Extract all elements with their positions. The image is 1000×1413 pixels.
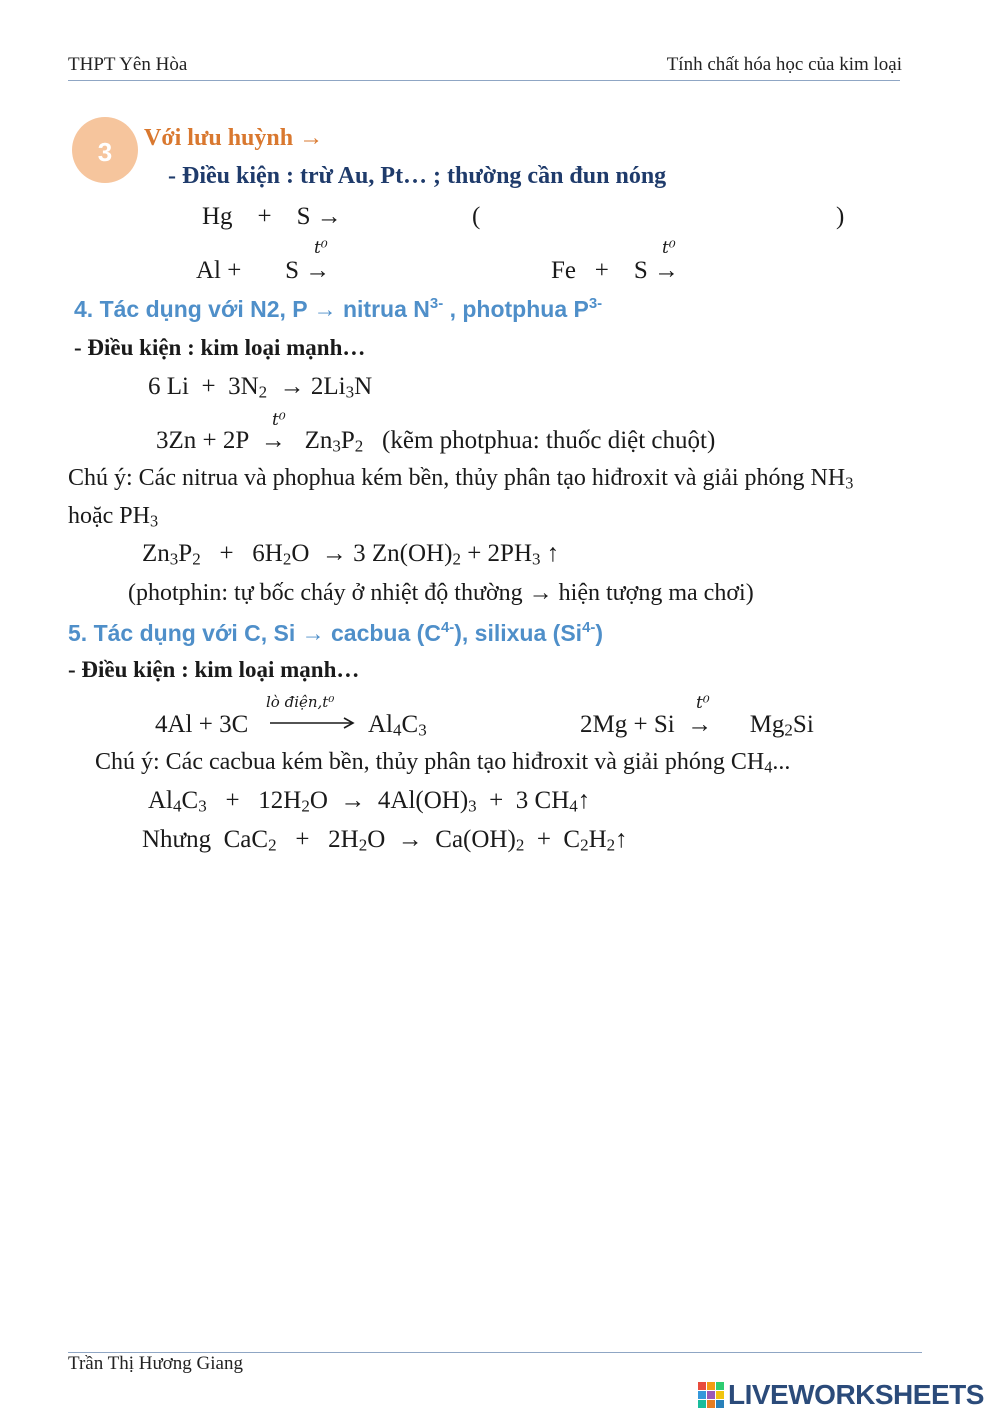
eq-sub: 2: [268, 835, 277, 855]
equation-al-s-lhs: Al + S: [196, 257, 300, 284]
header-right: Tính chất hóa học của kim loại: [666, 54, 902, 75]
eq-part: Si: [792, 711, 814, 738]
eq-sub: 3: [169, 549, 179, 569]
eq-part: ↑: [615, 826, 628, 853]
eq-part: ↑: [540, 540, 560, 567]
eq-part: Zn: [142, 540, 170, 567]
eq-part: O → 3 Zn(OH): [291, 540, 453, 567]
eq-part: C: [401, 711, 419, 738]
eq-part: Nhưng CaC: [142, 826, 269, 853]
eq-part: + 12H: [206, 787, 302, 814]
section4-condition: - Điều kiện : kim loại mạnh…: [74, 335, 366, 360]
eq-part: N: [354, 373, 373, 400]
eq-sub: 2: [606, 835, 616, 855]
header-rule: [68, 80, 900, 81]
eq-sub: 2: [580, 835, 589, 855]
eq-part: Al: [148, 787, 173, 814]
note-sub: 3: [149, 511, 159, 531]
header-left: THPT Yên Hòa: [68, 54, 188, 75]
eq-part: ↑: [577, 787, 591, 814]
eq-part: P: [340, 427, 355, 454]
eq-sub: 2: [192, 549, 201, 569]
liveworksheets-grid-icon: [698, 1382, 724, 1408]
section-number-badge: 3: [72, 117, 138, 183]
liveworksheets-brand: LIVEWORKSHEETS: [728, 1379, 984, 1410]
eq-sub: 4: [393, 720, 402, 740]
condition-electric-furnace: lò điện,t⁰: [266, 693, 335, 711]
eq-part: + 6H: [200, 540, 283, 567]
eq-sub: 2: [452, 549, 461, 569]
eq-part: 6 Li + 3N: [148, 373, 259, 400]
section4-title-sup1: 3-: [429, 295, 444, 313]
condition-heat-zn: t⁰: [272, 410, 286, 430]
eq-part: Mg: [749, 711, 785, 738]
section4-title-a: 4. Tác dụng với N2, P → nitrua N: [74, 296, 430, 322]
eq-sub: 3: [468, 796, 477, 816]
eq-part: Zn: [304, 427, 333, 454]
footer-author: Trần Thị Hương Giang: [68, 1353, 243, 1374]
eq-sub: 4: [569, 796, 578, 816]
equation-li-n2: [148, 373, 372, 401]
eq-part: 3Zn + 2P: [156, 427, 249, 454]
eq-sub: 2: [358, 835, 368, 855]
equation-al-c-lhs: 4Al + 3C: [155, 711, 249, 738]
eq-sub: 3: [198, 796, 207, 816]
title-sup: 4-: [582, 619, 596, 637]
equation-zn-p: $3Zn + 2P \to Zn_3P_2$ (kẽm photphua: thuốc diệt chuột): [156, 427, 716, 456]
equation-al-c-product: [368, 711, 427, 739]
equation-al4c3-h2o: [148, 787, 590, 815]
note-text: ...: [772, 749, 791, 775]
equation-cac2-h2o: [142, 826, 628, 854]
eq-part: H: [588, 826, 607, 853]
condition-heat-fe: t⁰: [662, 238, 676, 258]
answer-blank-hg-s[interactable]: [490, 206, 830, 236]
long-arrow-icon: [270, 716, 356, 730]
eq-sub: 3: [332, 436, 341, 456]
equation-zn3p2-h2o: [142, 540, 559, 568]
zinc-phosphide-note: (kẽm photphua: thuốc diệt chuột): [382, 427, 716, 454]
answer-blank-fe-s[interactable]: [694, 258, 894, 288]
title-part: 5. Tác dụng với C, Si → cacbua (C: [68, 620, 441, 646]
condition-heat-al: t⁰: [314, 238, 328, 258]
eq-sub: 2: [258, 382, 268, 402]
equation-al-s: Al + S →: [196, 257, 331, 284]
note-nitride-line1: [68, 465, 853, 492]
eq-sub: 3: [532, 549, 541, 569]
equation-hg-s: Hg + S →: [202, 203, 342, 230]
section4-title-sup2: 3-: [588, 295, 603, 313]
note-text: Chú ý: Các cacbua kém bền, thủy phân tạo hiđroxit và giải phóng CH: [95, 749, 765, 775]
eq-part: C: [181, 787, 199, 814]
answer-paren-close: ): [836, 203, 845, 230]
eq-sub: 2: [282, 549, 292, 569]
title-part: ): [595, 620, 604, 646]
note-carbide: [95, 749, 790, 776]
eq-sub: 2: [515, 835, 525, 855]
eq-sub: 2: [301, 796, 310, 816]
note-sub: 4: [764, 757, 773, 777]
eq-part: 2Mg + Si: [580, 711, 675, 738]
eq-part: P: [178, 540, 193, 567]
eq-part: → 2Li: [267, 373, 346, 400]
answer-blank-al-s[interactable]: [345, 258, 525, 288]
condition-heat-mg: t⁰: [696, 693, 710, 713]
note-sub: 3: [845, 473, 854, 493]
equation-fe-s: Fe + S →: [551, 257, 680, 284]
section3-condition: - Điều kiện : trừ Au, Pt… ; thường cần đun nóng: [168, 163, 667, 189]
eq-part: + 3 CH: [476, 787, 570, 814]
liveworksheets-logo: [698, 1378, 984, 1412]
note-text: Chú ý: Các nitrua và phophua kém bền, thủy phân tạo hiđroxit và giải phóng NH: [68, 465, 846, 491]
section5-title: [68, 620, 603, 647]
equation-fe-s-lhs: Fe + S: [551, 257, 648, 284]
answer-paren-open: (: [472, 203, 481, 230]
section5-condition: - Điều kiện : kim loại mạnh…: [68, 657, 360, 682]
note-nitride-line2: [68, 503, 158, 530]
eq-part: + 2H: [276, 826, 359, 853]
section4-title: [74, 296, 602, 323]
eq-part: O → Ca(OH): [367, 826, 516, 853]
eq-sub: 2: [354, 436, 364, 456]
phosphine-note: (photphin: tự bốc cháy ở nhiệt độ thường → hiện tượng ma chơi): [128, 580, 754, 606]
note-text: hoặc PH: [68, 503, 150, 529]
eq-sub: 3: [418, 720, 427, 740]
section3-title: Với lưu huỳnh →: [144, 125, 324, 151]
section4-title-mid: , photphua P: [443, 296, 589, 322]
eq-sub: 4: [173, 796, 182, 816]
eq-part: Al: [368, 711, 393, 738]
eq-part: O → 4Al(OH): [309, 787, 469, 814]
title-part: ), silixua (Si: [454, 620, 583, 646]
title-sup: 4-: [440, 619, 455, 637]
eq-part: + 2PH: [460, 540, 532, 567]
eq-part: + C: [524, 826, 581, 853]
eq-sub: 2: [784, 720, 793, 740]
eq-sub: 3: [345, 382, 355, 402]
equation-mg-si: 2Mg + Si → $Mg_2Si$: [580, 711, 814, 740]
